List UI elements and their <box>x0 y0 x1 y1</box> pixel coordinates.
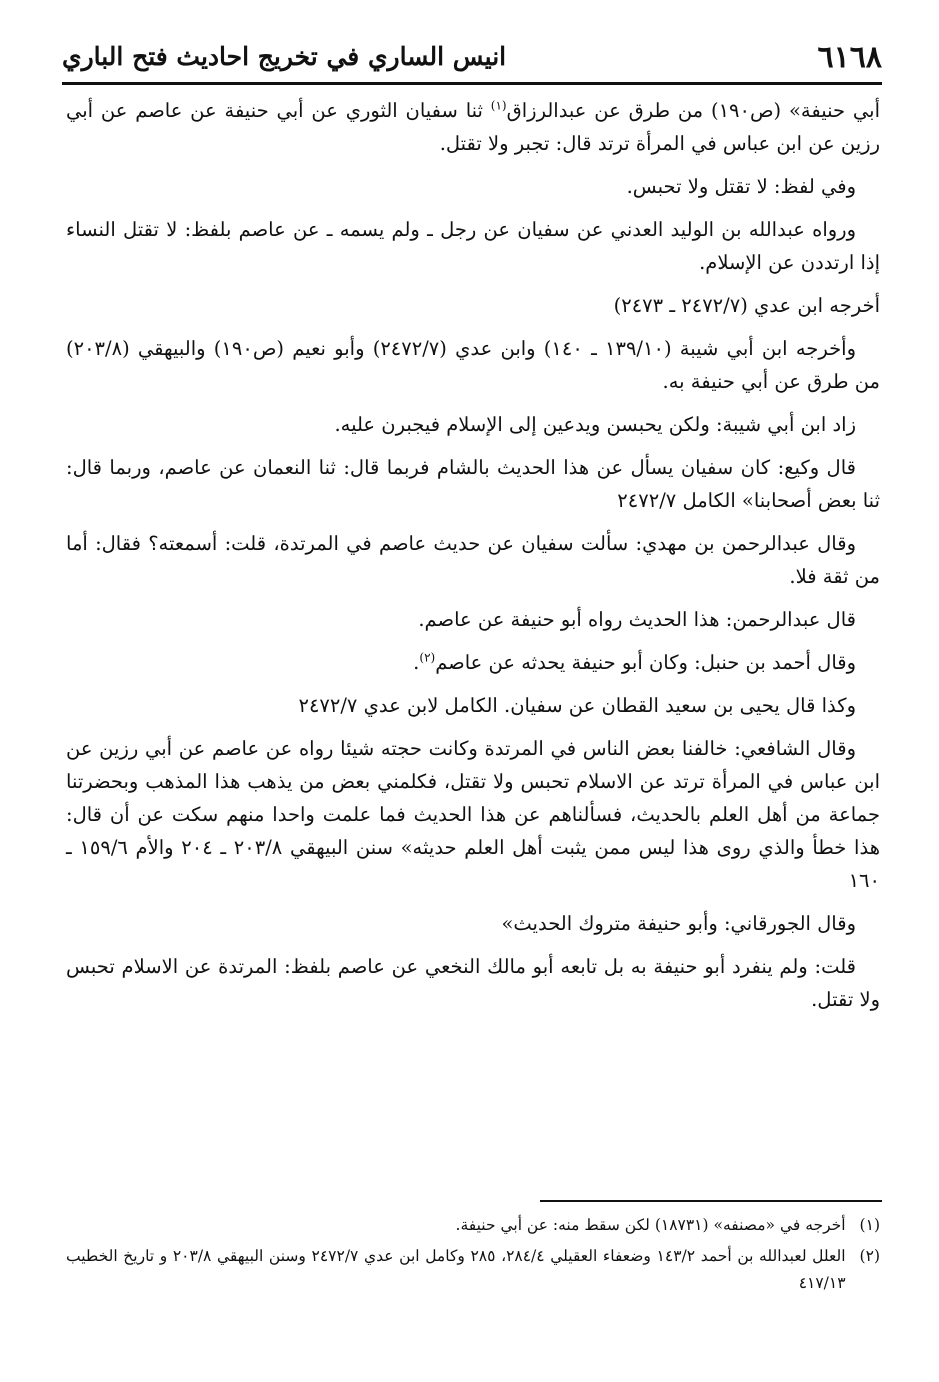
paragraph: أخرجه ابن عدي (٢٤٧٢/٧ ـ ٢٤٧٣) <box>613 294 880 317</box>
paragraph: وكذا قال يحيى بن سعيد القطان عن سفيان. الكامل لابن عدي ٢٤٧٢/٧ <box>298 694 856 717</box>
header-rule <box>62 82 882 85</box>
paragraph: وفي لفظ: لا تقتل ولا تحبس. <box>626 175 856 198</box>
page-number: ٦١٦٨ <box>817 40 882 75</box>
paragraph <box>66 646 880 679</box>
paragraph: وقال الشافعي: خالفنا بعض الناس في المرتدة وكانت حجته شيئا رواه عن عاصم عن أبي رزين عن ابن عباس في المرأة ترتد عن الاسلام تحبس ولا تقتل، فكلمني بعض من يذهب هذا المذهب وبحضرتنا جماعة من أهل العلم بالحديث، فسألناهم عن هذا الحديث فما علمت واحدا منهم سكت عن أن قال: هذا خطأ والذي روى هذا ليس ممن يثبت أهل العلم حديثه» سنن البيهقي ٢٠٣/٨ ـ ٢٠٤ والأم ١٥٩/٦ ـ ١٦٠ <box>66 737 880 892</box>
paragraph: قلت: ولم ينفرد أبو حنيفة به بل تابعه أبو مالك النخعي عن عاصم بلفظ: المرتدة عن الاسلام تحبس ولا تقتل. <box>66 955 880 1011</box>
footnote <box>66 1212 880 1239</box>
paragraph: وأخرجه ابن أبي شيبة (١٣٩/١٠ ـ ١٤٠) وابن عدي (٢٤٧٢/٧) وأبو نعيم (ص١٩٠) والبيهقي (٢٠٣/٨) من طرق عن أبي حنيفة به. <box>66 337 880 393</box>
footnote-reference: (٢) <box>419 650 436 665</box>
footnote-separator <box>540 1200 882 1202</box>
footnote-number: (١) <box>859 1216 880 1234</box>
paragraph-text: . <box>413 651 420 674</box>
footnote-text: أخرجه في «مصنفه» (١٨٧٣١) لكن سقط منه: عن أبي حنيفة. <box>455 1216 846 1234</box>
footnotes <box>66 1212 880 1301</box>
paragraph: ورواه عبدالله بن الوليد العدني عن سفيان عن رجل ـ ولم يسمه ـ عن عاصم بلفظ: لا تقتل النساء إذا ارتددن عن الإسلام. <box>66 218 880 274</box>
paragraph: زاد ابن أبي شيبة: ولكن يحبسن ويدعين إلى الإسلام فيجبرن عليه. <box>334 413 856 436</box>
paragraph-text: ثنا سفيان الثوري عن أبي حنيفة عن عاصم عن أبي رزين عن ابن عباس في المرأة ترتد قال: تجبر ولا تقتل. <box>66 99 880 155</box>
footnote-reference: (١) <box>490 98 507 113</box>
paragraph <box>66 94 880 160</box>
main-text <box>66 94 880 1026</box>
paragraph: وقال عبدالرحمن بن مهدي: سألت سفيان عن حديث عاصم في المرتدة، قلت: أسمعته؟ فقال: أما من ثقة فلا. <box>66 532 880 588</box>
paragraph-text: وقال أحمد بن حنبل: وكان أبو حنيفة يحدثه عن عاصم <box>435 651 856 674</box>
paragraph-text: أبي حنيفة» (ص١٩٠) من طرق عن عبدالرزاق <box>506 99 880 122</box>
footnote-number: (٢) <box>859 1247 880 1265</box>
paragraph: قال عبدالرحمن: هذا الحديث رواه أبو حنيفة عن عاصم. <box>418 608 856 631</box>
footnote <box>66 1243 880 1297</box>
running-title: انيس الساري في تخريج احاديث فتح الباري <box>62 42 507 71</box>
page-header <box>62 36 882 80</box>
paragraph: وقال الجورقاني: وأبو حنيفة متروك الحديث» <box>501 912 856 935</box>
paragraph: قال وكيع: كان سفيان يسأل عن هذا الحديث بالشام فربما قال: ثنا النعمان عن عاصم، وربما قال: ثنا بعض أصحابنا» الكامل ٢٤٧٢/٧ <box>66 456 880 512</box>
footnote-text: العلل لعبدالله بن أحمد ١٤٣/٢ وضعفاء العقيلي ٢٨٤/٤، ٢٨٥ وكامل ابن عدي ٢٤٧٢/٧ وسنن البيهقي ٢٠٣/٨ و تاريخ الخطيب ٤١٧/١٣ <box>66 1247 846 1292</box>
